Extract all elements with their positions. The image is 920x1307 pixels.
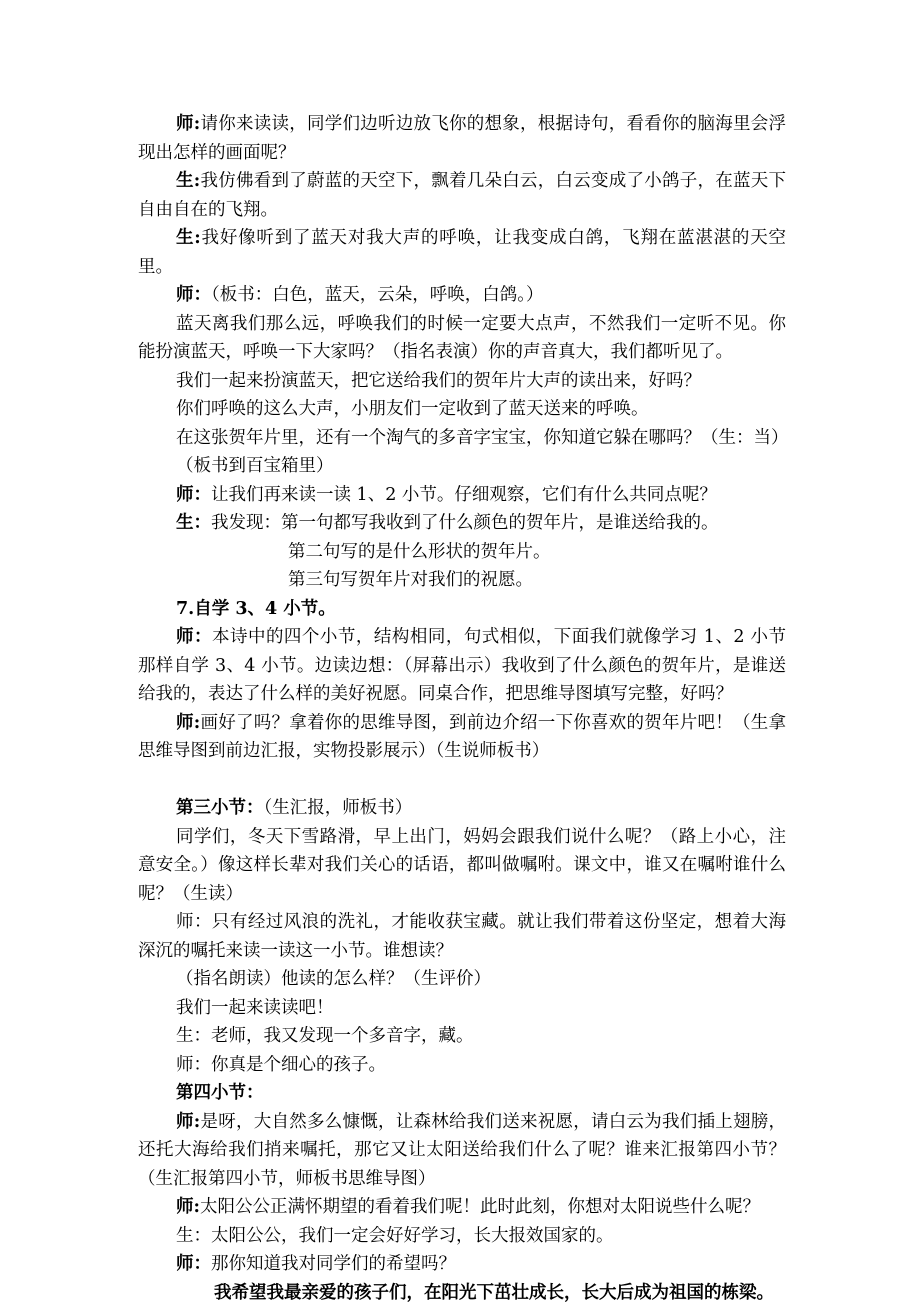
paragraph-text: 太阳公公正满怀期望的看着我们呢！此时此刻，你想对太阳说些什么呢？ bbox=[200, 1197, 760, 1217]
paragraph-text: 我发现：第一句都写我收到了什么颜色的贺年片，是谁送给我的。 bbox=[211, 513, 719, 533]
paragraph bbox=[138, 908, 786, 965]
paragraph bbox=[138, 709, 786, 766]
paragraph-text: 蓝天离我们那么远，呼唤我们的时候一定要大点声，不然我们一定听不见。你能扮演蓝天，呼唤一下大家吗？（指名表演）你的声音真大，我们都听见了。 bbox=[138, 314, 786, 363]
paragraph bbox=[138, 395, 786, 424]
speaker-label: 师： bbox=[176, 285, 211, 305]
paragraph-text: （板书到百宝箱里） bbox=[176, 456, 334, 476]
paragraph bbox=[138, 452, 786, 481]
paragraph-text: 我好像听到了蓝天对我大声的呼唤，让我变成白鸽，飞翔在蓝湛湛的天空里。 bbox=[138, 228, 786, 277]
paragraph bbox=[138, 823, 786, 909]
paragraph bbox=[138, 367, 786, 396]
paragraph-text: （指名朗读）他读的怎么样？（生评价） bbox=[176, 969, 491, 989]
paragraph bbox=[138, 281, 786, 310]
paragraph-text: 我们一起来读读吧！ bbox=[176, 998, 334, 1018]
blank-line bbox=[138, 766, 786, 795]
paragraph bbox=[138, 424, 786, 453]
paragraph-text: 在这张贺年片里，还有一个淘气的多音字宝宝，你知道它躲在哪吗？（生：当） bbox=[176, 428, 789, 448]
speaker-label: 生: bbox=[176, 228, 201, 248]
speaker-label: 师: bbox=[176, 1197, 200, 1217]
paragraph-text: 是呀，大自然多么慷慨，让森林给我们送来祝愿，请白云为我们插上翅膀，还托大海给我们捎来嘱托，那它又让太阳送给我们什么了呢？谁来汇报第四小节？（生汇报第四小节，师板书思维导图） bbox=[138, 1112, 786, 1189]
paragraph bbox=[138, 1022, 786, 1051]
paragraph-text: 第三句写贺年片对我们的祝愿。 bbox=[288, 570, 533, 590]
paragraph-text: （生汇报，师板书） bbox=[264, 798, 413, 818]
lesson-plan-body bbox=[138, 110, 786, 1307]
paragraph bbox=[138, 1108, 786, 1194]
speaker-label: 生: bbox=[176, 171, 200, 191]
speaker-label: 师： bbox=[176, 627, 212, 647]
paragraph-text: 师：只有经过风浪的洗礼，才能收获宝藏。就让我们带着这份坚定，想着大海深沉的嘱托来读一读这一小节。谁想读？ bbox=[138, 912, 786, 961]
speaker-label: 师： bbox=[176, 485, 211, 505]
paragraph bbox=[138, 167, 786, 224]
paragraph bbox=[138, 1193, 786, 1222]
paragraph bbox=[138, 538, 786, 567]
speaker-label: 师: bbox=[176, 114, 200, 134]
paragraph bbox=[138, 110, 786, 167]
paragraph bbox=[138, 1250, 786, 1279]
paragraph bbox=[138, 566, 786, 595]
paragraph-text: 画好了吗？拿着你的思维导图，到前边介绍一下你喜欢的贺年片吧！（生拿思维导图到前边汇报，实物投影展示）（生说师板书） bbox=[138, 713, 786, 762]
paragraph bbox=[138, 509, 786, 538]
speaker-label: 师: bbox=[176, 713, 200, 733]
paragraph bbox=[138, 794, 786, 823]
paragraph bbox=[138, 1051, 786, 1080]
paragraph bbox=[138, 481, 786, 510]
paragraph bbox=[138, 623, 786, 709]
paragraph-text: 请你来读读，同学们边听边放飞你的想象，根据诗句，看看你的脑海里会浮现出怎样的画面呢？ bbox=[138, 114, 786, 163]
paragraph-text: 生：太阳公公，我们一定会好好学习，长大报效国家的。 bbox=[176, 1226, 614, 1246]
paragraph-text: 生：老师，我又发现一个多音字，藏。 bbox=[176, 1026, 474, 1046]
paragraph bbox=[138, 965, 786, 994]
speaker-label: 生： bbox=[176, 513, 211, 533]
section-heading: 7.自学 3、4 小节。 bbox=[138, 595, 786, 624]
paragraph-text: 同学们，冬天下雪路滑，早上出门，妈妈会跟我们说什么呢？（路上小心，注意安全。）像这样长辈对我们关心的话语，都叫做嘱咐。课文中，谁又在嘱咐谁什么呢？（生读） bbox=[138, 827, 786, 904]
paragraph-text: 那你知道我对同学们的希望吗？ bbox=[211, 1254, 456, 1274]
section-heading: 第四小节： bbox=[138, 1079, 786, 1108]
paragraph-text: 我仿佛看到了蔚蓝的天空下，飘着几朵白云，白云变成了小鸽子，在蓝天下自由自在的飞翔。 bbox=[138, 171, 786, 220]
closing-statement: 我希望我最亲爱的孩子们，在阳光下茁壮成长，长大后成为祖国的栋梁。 bbox=[138, 1279, 786, 1307]
section-label: 第三小节： bbox=[176, 798, 264, 818]
paragraph-text: 我们一起来扮演蓝天，把它送给我们的贺年片大声的读出来，好吗？ bbox=[176, 371, 701, 391]
paragraph-text: 你们呼唤的这么大声，小朋友们一定收到了蓝天送来的呼唤。 bbox=[176, 399, 649, 419]
paragraph-text: 师：你真是个细心的孩子。 bbox=[176, 1055, 386, 1075]
speaker-label: 师： bbox=[176, 1254, 211, 1274]
paragraph bbox=[138, 224, 786, 281]
paragraph-text: 第二句写的是什么形状的贺年片。 bbox=[288, 542, 551, 562]
paragraph bbox=[138, 310, 786, 367]
paragraph-text: 让我们再来读一读 1、2 小节。仔细观察，它们有什么共同点呢？ bbox=[211, 485, 717, 505]
paragraph bbox=[138, 994, 786, 1023]
paragraph-text: 本诗中的四个小节，结构相同，句式相似，下面我们就像学习 1、2 小节那样自学 3、4 小节。边读边想：（屏幕出示）我收到了什么颜色的贺年片，是谁送给我的，表达了什么样的美好祝愿。同桌合作，把思维导图填写完整，好吗？ bbox=[138, 627, 786, 704]
paragraph bbox=[138, 1222, 786, 1251]
speaker-label: 师: bbox=[176, 1112, 200, 1132]
paragraph-text: （板书：白色，蓝天，云朵，呼唤，白鸽。） bbox=[211, 285, 544, 305]
